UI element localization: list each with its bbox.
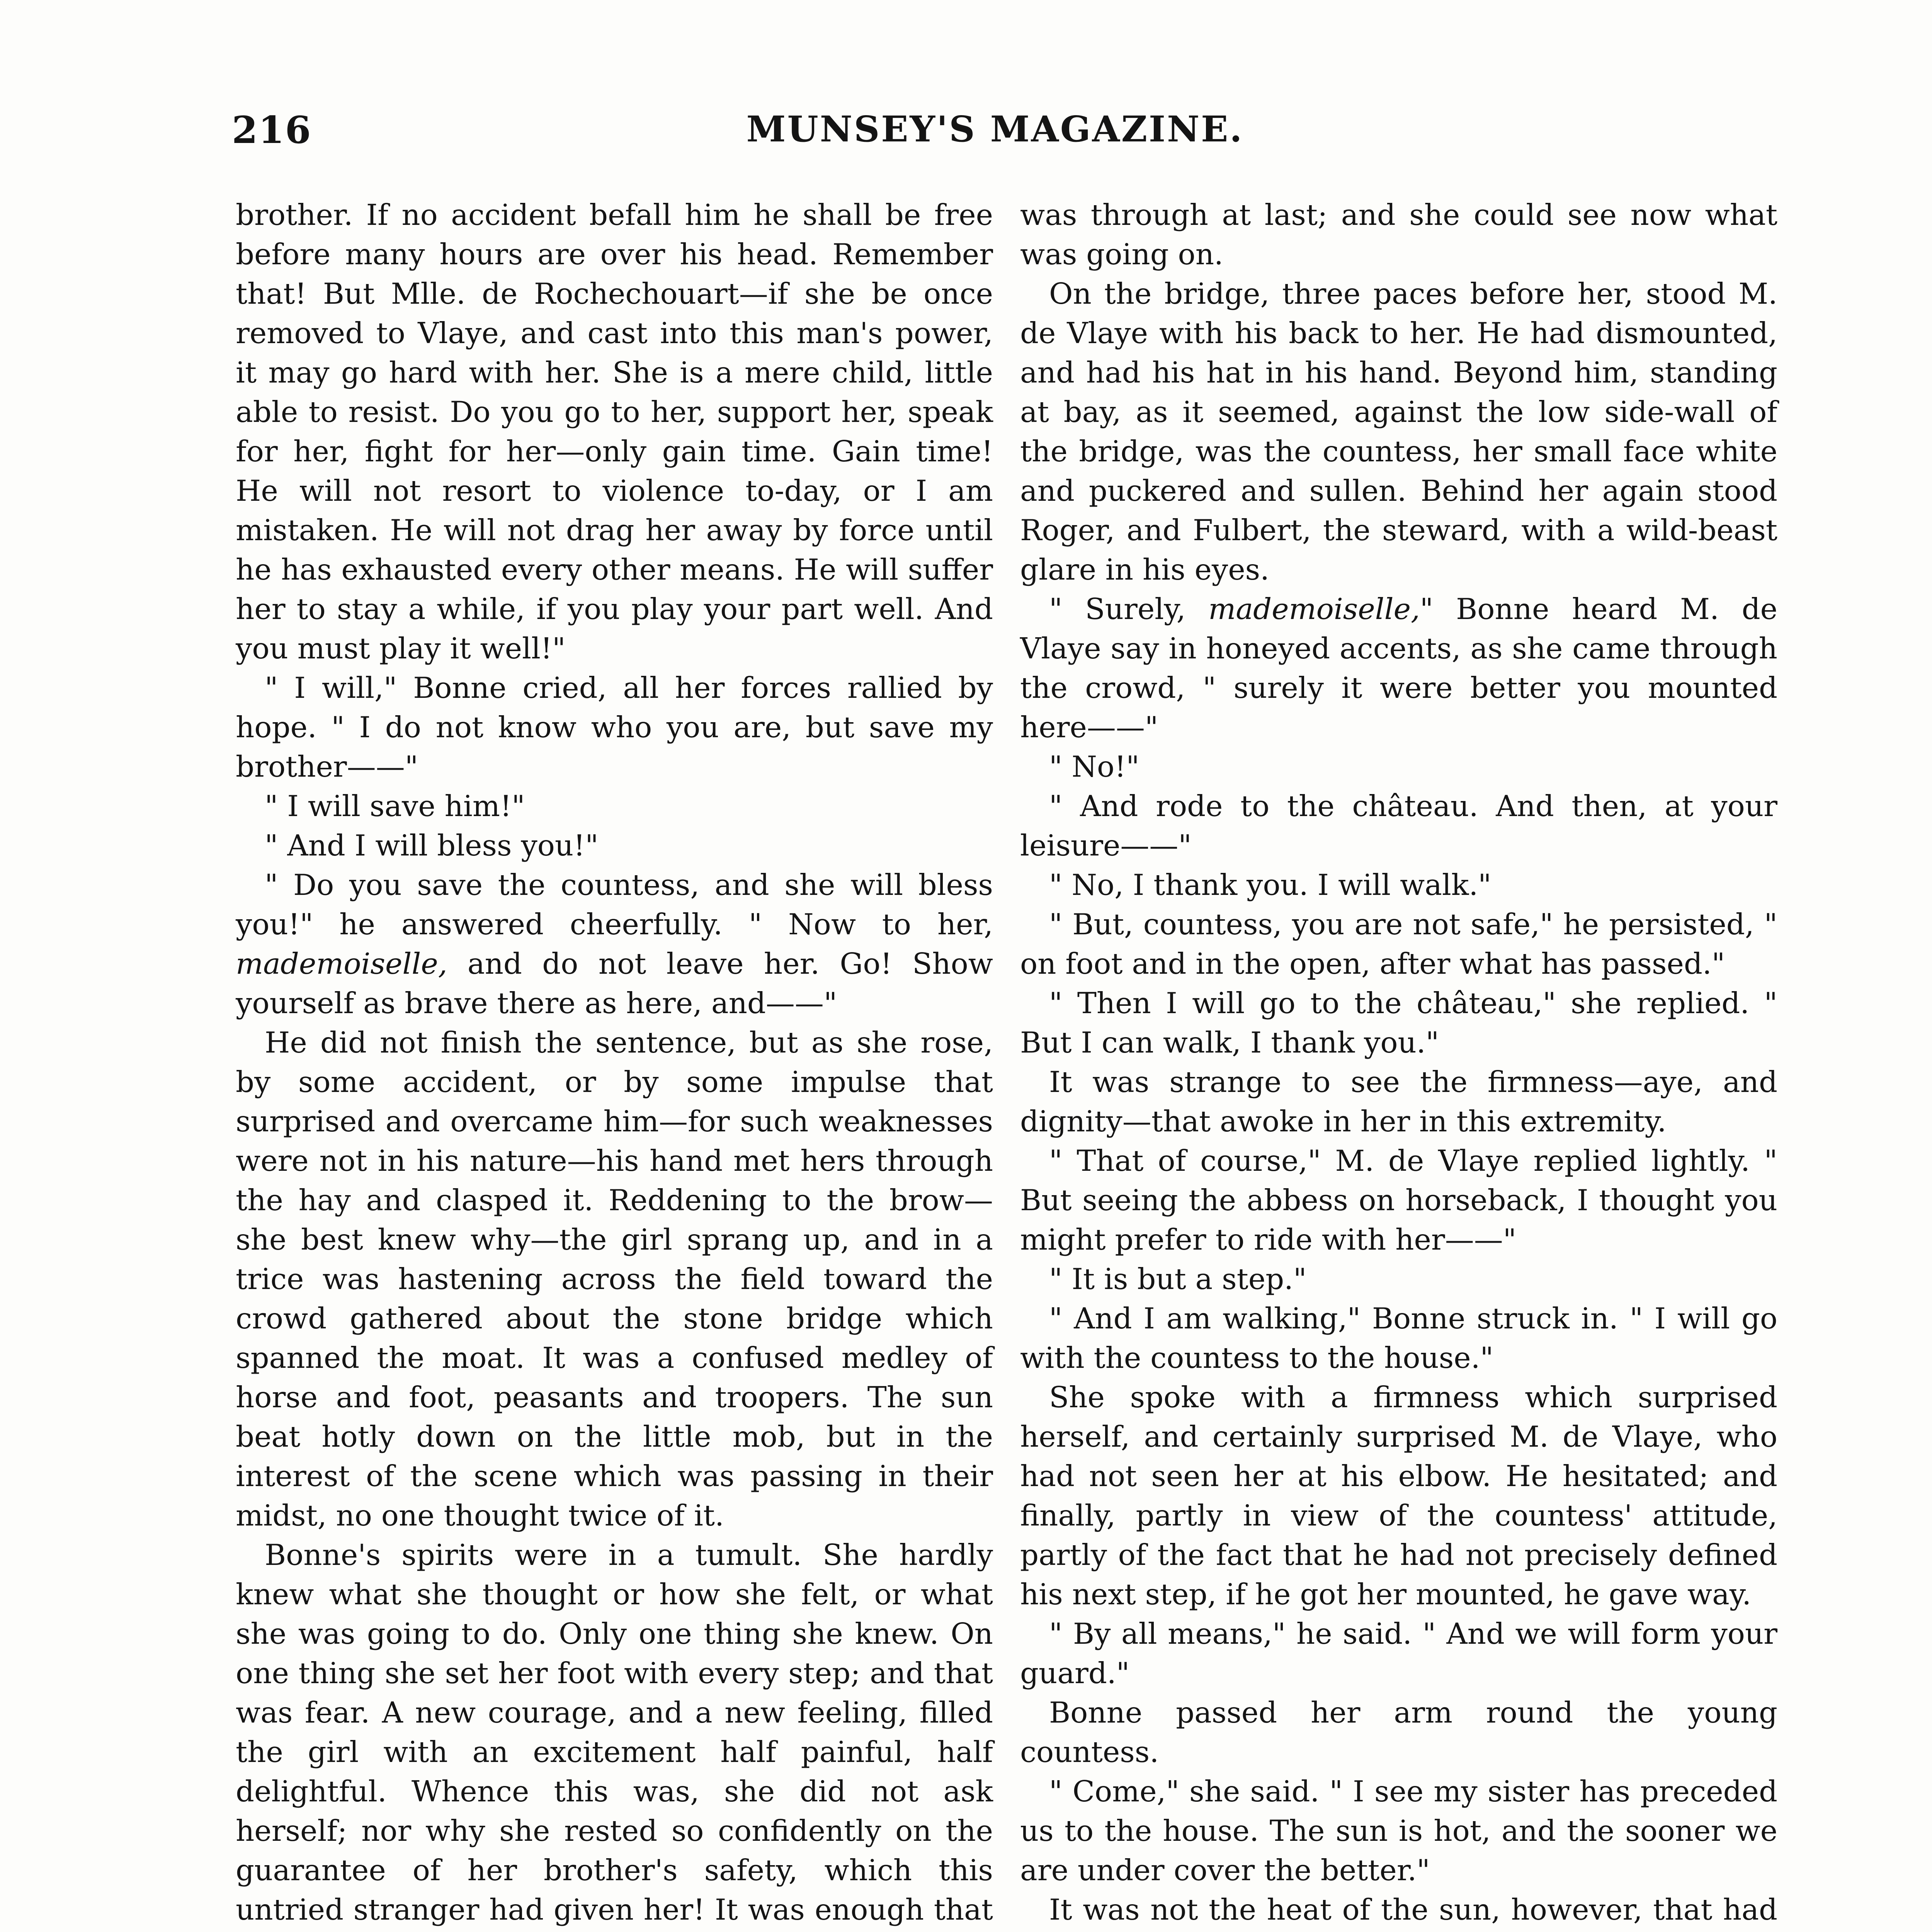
text-run: and do not leave her. Go! Show yourself as brave there as here, and——" [236,947,993,1020]
paragraph: On the bridge, three paces before her, stood M. de Vlaye with his back to her. He had dismounted, and had his hat in his hand. Beyond him, standing at bay, as it seemed, against the low side-wall of the bridge, was the countess, her small face white and puckered and sullen. Behind her again stood Roger, and Fulbert, the steward, with a wild-beast glare in his eyes. [1020,277,1777,587]
paragraph: " And rode to the château. And then, at your leisure——" [1020,789,1777,862]
page-header [232,108,1758,158]
paragraph: It was strange to see the firmness—aye, and dignity—that awoke in her in this extremity. [1020,1065,1777,1138]
paragraph: " It is but a step." [1049,1262,1307,1296]
italic-text-run: mademoiselle, [236,947,447,981]
paragraph: " And I am walking," Bonne struck in. " I will go with the countess to the house." [1020,1301,1777,1375]
text-run: " Do you save the countess, and she will bless you!" he answered cheerfully. " Now to her, [236,868,993,941]
paragraph: " I will save him!" [265,789,525,823]
paragraph: " Then I will go to the château," she replied. " But I can walk, I thank you." [1020,986,1777,1060]
paragraph: " And I will bless you!" [265,828,599,862]
italic-text-run: mademoiselle, [1208,592,1420,626]
paragraph [1020,589,1777,747]
left-column [236,195,993,1932]
paragraph: brother. If no accident befall him he shall be free before many hours are over his head. Remember that! But Mlle. de Rochechouart—if she be once removed to Vlaye, and cast into this man's power, it may go hard with her. She is a mere child, little able to resist. Do you go to her, support her, speak for her, fight for her—only gain time. Gain time! He will not resort to violence to-day, or I am mistaken. He will not drag her away by force until he has exhausted every other means. He will suffer her to stay a while, if you play your part well. And you must play it well!" [236,198,993,665]
paragraph: " No, I thank you. I will walk." [1049,868,1492,902]
paragraph: He did not finish the sentence, but as she rose, by some accident, or by some impulse that surprised and overcame him—for such weaknesses were not in his nature—his hand met hers through the hay and clasped it. Reddening to the brow—she best knew why—the girl sprang up, and in a trice was hastening across the field toward the crowd gathered about the stone bridge which spanned the moat. It was a confused medley of horse and foot, peasants and troopers. The sun beat hotly down on the little mob, but in the interest of the scene which was passing in their midst, no one thought twice of it. [236,1026,993,1532]
paragraph [236,865,993,1023]
running-head: MUNSEY'S MAGAZINE. [746,108,1244,150]
paragraph: She spoke with a firmness which surprised herself, and certainly surprised M. de Vlaye, who had not seen her at his elbow. He hesitated; and finally, partly in view of the countess' attitude, partly of the fact that he had not precisely defined his next step, if he got her mounted, he gave way. [1020,1380,1777,1611]
paragraph: " I will," Bonne cried, all her forces rallied by hope. " I do not know who you are, but save my brother——" [236,671,993,784]
paragraph: " Come," she said. " I see my sister has preceded us to the house. The sun is hot, and the sooner we are under cover the better." [1020,1774,1777,1887]
paragraph: It was not the heat of the sun, however, that had [1049,1893,1777,1927]
paragraph: " No!" [1049,750,1139,784]
page-number: 216 [232,108,312,152]
paragraph: Bonne passed her arm round the young countess. [1020,1696,1777,1769]
text-run: " Bonne heard M. de Vlaye say in honeyed accents, as she came through the crowd, " surely it were better you mounted here——" [1020,592,1777,744]
right-column [1020,195,1777,1932]
paragraph: " By all means," he said. " And we will form your guard." [1020,1617,1777,1690]
text-run: " Surely, [1049,592,1209,626]
paragraph: was through at last; and she could see now what was going on. [1020,198,1777,271]
paragraph: Bonne's spirits were in a tumult. She hardly knew what she thought or how she felt, or what she was going to do. Only one thing she knew. On one thing she set her foot with every step; and that was fear. A new courage, and a new feeling, filled the girl with an excitement half painful, half delightful. Whence this was, she did not ask herself; nor why she rested so confidently on the guarantee of her brother's safety, which this untried stranger had given her! It was enough that [236,1538,993,1927]
paragraph: " That of course," M. de Vlaye replied lightly. " But seeing the abbess on horseback, I thought you might prefer to ride with her——" [1020,1144,1777,1257]
paragraph: " But, countess, you are not safe," he persisted, " on foot and in the open, after what has passed." [1020,907,1777,981]
